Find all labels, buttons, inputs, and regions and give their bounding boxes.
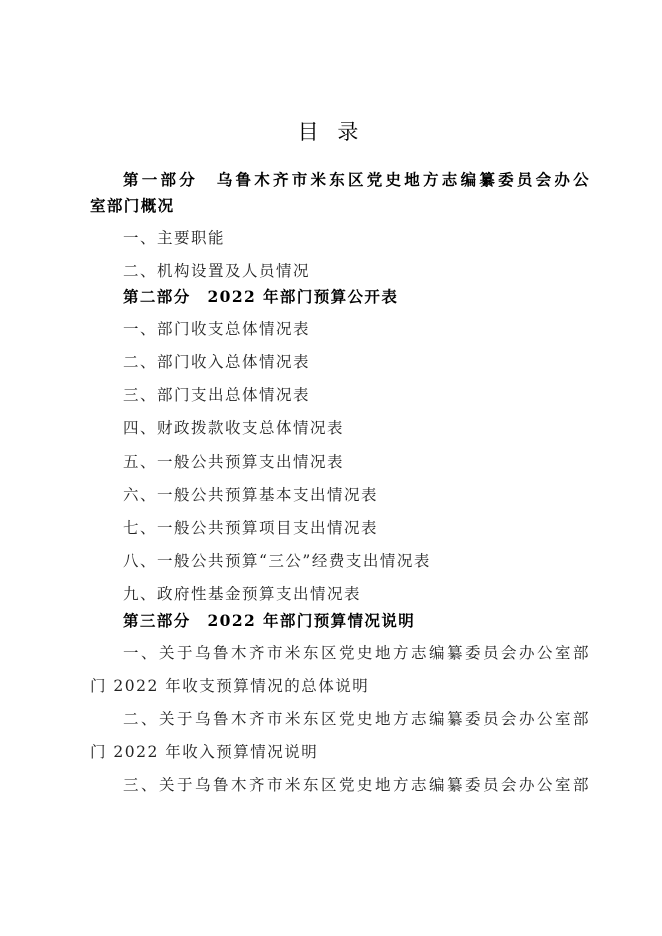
part2-item: 三、部门支出总体情况表	[123, 386, 311, 404]
part3-item-line2: 门 2022 年收支预算情况的总体说明	[90, 677, 370, 695]
part2-heading: 第二部分 2022 年部门预算公开表	[123, 287, 399, 306]
part1-heading-line2: 室部门概况	[90, 196, 175, 215]
part3-item-line1: 二、关于乌鲁木齐市米东区党史地方志编纂委员会办公室部	[123, 710, 590, 728]
part3-item-line2: 门 2022 年收入预算情况说明	[90, 743, 319, 761]
part1-item: 二、机构设置及人员情况	[123, 262, 311, 280]
part2-item: 二、部门收入总体情况表	[123, 353, 311, 371]
part2-item: 四、财政拨款收支总体情况表	[123, 419, 345, 437]
part1-heading-line1: 第一部分 乌鲁木齐市米东区党史地方志编纂委员会办公	[123, 170, 590, 189]
toc-title: 目 录	[297, 120, 365, 144]
part3-item-line1: 三、关于乌鲁木齐市米东区党史地方志编纂委员会办公室部	[123, 776, 590, 794]
part2-item: 九、政府性基金预算支出情况表	[123, 585, 362, 603]
part2-item: 八、一般公共预算“三公”经费支出情况表	[123, 552, 431, 570]
part2-item: 六、一般公共预算基本支出情况表	[123, 486, 379, 504]
part1-item: 一、主要职能	[123, 229, 226, 247]
part2-item: 七、一般公共预算项目支出情况表	[123, 519, 379, 537]
part3-heading: 第三部分 2022 年部门预算情况说明	[123, 611, 416, 630]
part3-item-line1: 一、关于乌鲁木齐市米东区党史地方志编纂委员会办公室部	[123, 644, 590, 662]
part2-item: 五、一般公共预算支出情况表	[123, 453, 345, 471]
part2-item: 一、部门收支总体情况表	[123, 320, 311, 338]
